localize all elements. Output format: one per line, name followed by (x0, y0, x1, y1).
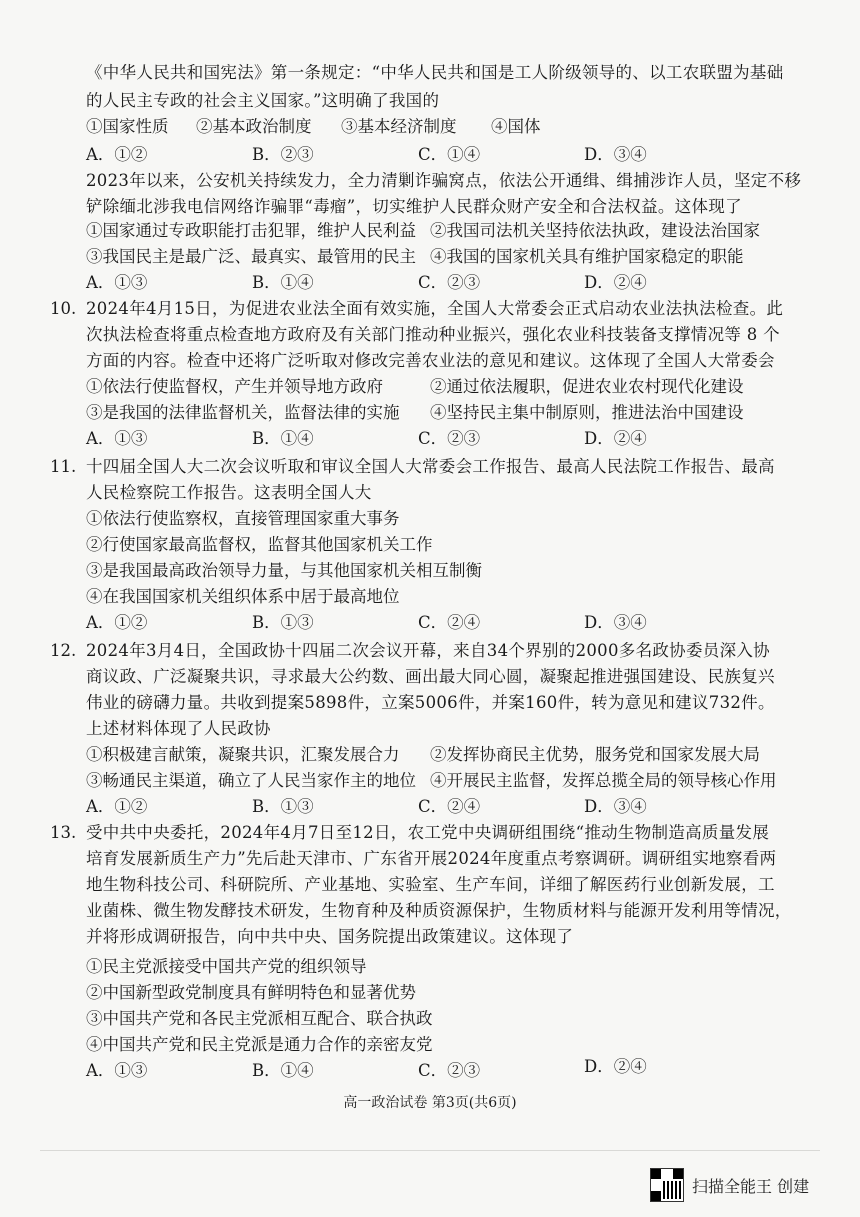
question-stem-line: 受中共中央委托，2024年4月7日至12日，农工党中央调研组围绕“推动生物制造高质量发展 (86, 823, 770, 842)
answer-choice-c: C．②④ (418, 613, 481, 632)
question-number: 12. (50, 641, 77, 660)
question-stem-line: 方面的内容。检查中还将广泛听取对修改完善农业法的意见和建议。这体现了全国人大常委会 (86, 351, 775, 370)
statement-item: ④在我国国家机关组织体系中居于最高地位 (86, 587, 400, 606)
answer-choice-d: D．②④ (584, 1057, 647, 1076)
statement-item: ④中国共产党和民主党派是通力合作的亲密友党 (86, 1035, 433, 1054)
question-number: 13. (50, 823, 77, 842)
answer-choice-b: B．①④ (252, 429, 314, 448)
question-stem-line: 十四届全国人大二次会议听取和审议全国人大常委会工作报告、最高人民法院工作报告、最高 (86, 457, 775, 476)
watermark-text: 扫描全能王 创建 (692, 1176, 810, 1196)
statement-item: ②行使国家最高监督权，监督其他国家机关工作 (86, 535, 433, 554)
statement-item: ③我国民主是最广泛、最真实、最管用的民主 (86, 247, 416, 266)
answer-choice-d: D．②④ (584, 429, 647, 448)
statement-item: ①民主党派接受中国共产党的组织领导 (86, 957, 367, 976)
answer-choice-a: A．①③ (86, 429, 148, 448)
question-stem-line: 的人民主专政的社会主义国家。”这明确了我国的 (86, 91, 440, 110)
statement-item: ①依法行使监察权，直接管理国家重大事务 (86, 509, 400, 528)
answer-choice-a: A．①② (86, 613, 148, 632)
answer-choice-d: D．③④ (584, 797, 647, 816)
answer-choice-c: C．②③ (418, 429, 481, 448)
question-stem-line: 人民检察院工作报告。这表明全国人大 (86, 483, 372, 502)
statement-item: ③中国共产党和各民主党派相互配合、联合执政 (86, 1009, 433, 1028)
question-stem-line: 上述材料体现了人民政协 (86, 719, 271, 738)
answer-choice-d: D．③④ (584, 145, 647, 164)
answer-choice-d: D．③④ (584, 613, 647, 632)
question-stem-line: 并将形成调研报告，向中共中央、国务院提出政策建议。这体现了 (86, 927, 574, 946)
answer-choice-a: A．①③ (86, 1061, 148, 1080)
answer-choice-a: A．①② (86, 797, 148, 816)
statement-item: ④坚持民主集中制原则，推进法治中国建设 (430, 403, 744, 422)
statement-item: ②中国新型政党制度具有鲜明特色和显著优势 (86, 983, 416, 1002)
answer-choice-b: B．①③ (252, 797, 314, 816)
statement-item: ④国体 (491, 117, 541, 136)
question-number: 11. (50, 457, 77, 476)
answer-choice-c: C．②③ (418, 273, 481, 292)
answer-choice-b: B．①④ (252, 273, 314, 292)
statement-item: ②发挥协商民主优势，服务党和国家发展大局 (430, 745, 760, 764)
statement-item: ③是我国的法律监督机关，监督法律的实施 (86, 403, 400, 422)
question-number: 10. (50, 299, 77, 318)
answer-choice-a: A．①③ (86, 273, 148, 292)
statement-item: ③是我国最高政治领导力量，与其他国家机关相互制衡 (86, 561, 482, 580)
answer-choice-d: D．②④ (584, 273, 647, 292)
statement-item: ①积极建言献策，凝聚共识，汇聚发展合力 (86, 745, 400, 764)
question-stem-line: 2023年以来，公安机关持续发力，全力清剿诈骗窝点，依法公开通缉、缉捕涉诈人员，坚定不移 (86, 171, 802, 190)
statement-item: ②我国司法机关坚持依法执政，建设法治国家 (430, 221, 760, 240)
scanner-watermark (650, 1168, 809, 1202)
question-stem-line: 业菌株、微生物发酵技术研发，生物育种及种质资源保护，生物质材料与能源开发利用等情况， (86, 901, 792, 920)
statement-item: ②基本政治制度 (196, 117, 312, 136)
answer-choice-c: C．①④ (418, 145, 481, 164)
statement-item: ②通过依法履职，促进农业农村现代化建设 (430, 377, 744, 396)
page-footer: 高一政治试卷 第3页(共6页) (343, 1095, 517, 1111)
scan-divider (40, 1150, 820, 1151)
statement-item: ④我国的国家机关具有维护国家稳定的职能 (430, 247, 744, 266)
question-stem-line: 伟业的磅礴力量。共收到提案5898件，立案5006件，并案160件，转为意见和建议732件。 (86, 693, 775, 712)
statement-item: ③畅通民主渠道，确立了人民当家作主的地位 (86, 771, 416, 790)
answer-choice-c: C．②③ (418, 1061, 481, 1080)
statement-item: ①国家通过专政职能打击犯罪，维护人民利益 (86, 221, 416, 240)
statement-item: ①依法行使监督权，产生并领导地方政府 (86, 377, 383, 396)
answer-choice-a: A．①② (86, 145, 148, 164)
question-stem-line: 2024年3月4日，全国政协十四届二次会议开幕，来自34个界别的2000多名政协委员深入协 (86, 641, 770, 660)
answer-choice-b: B．②③ (252, 145, 314, 164)
question-stem-line: 培育发展新质生产力”先后赴天津市、广东省开展2024年度重点考察调研。调研组实地察看两 (86, 849, 777, 868)
question-stem-line: 地生物科技公司、科研院所、产业基地、实验室、生产车间，详细了解医药行业创新发展，工 (86, 875, 775, 894)
question-stem-line: 2024年4月15日，为促进农业法全面有效实施，全国人大常委会正式启动农业法执法检查。此 (86, 299, 784, 318)
statement-item: ④开展民主监督，发挥总揽全局的领导核心作用 (430, 771, 777, 790)
answer-choice-b: B．①④ (252, 1061, 314, 1080)
statement-item: ③基本经济制度 (341, 117, 457, 136)
answer-choice-c: C．②④ (418, 797, 481, 816)
question-stem-line: 商议政、广泛凝聚共识，寻求最大公约数、画出最大同心圆，凝聚起推进强国建设、民族复兴 (86, 667, 775, 686)
question-stem-line: 《中华人民共和国宪法》第一条规定：“中华人民共和国是工人阶级领导的、以工农联盟为基础 (86, 63, 784, 82)
qr-code-icon (650, 1168, 684, 1202)
statement-item: ①国家性质 (86, 117, 169, 136)
answer-choice-b: B．①③ (252, 613, 314, 632)
question-stem-line: 次执法检查将重点检查地方政府及有关部门推动种业振兴，强化农业科技装备支撑情况等 8 个 (86, 325, 780, 344)
question-stem-line: 铲除缅北涉我电信网络诈骗罪“毒瘤”，切实维护人民群众财产安全和合法权益。这体现了 (86, 197, 742, 216)
